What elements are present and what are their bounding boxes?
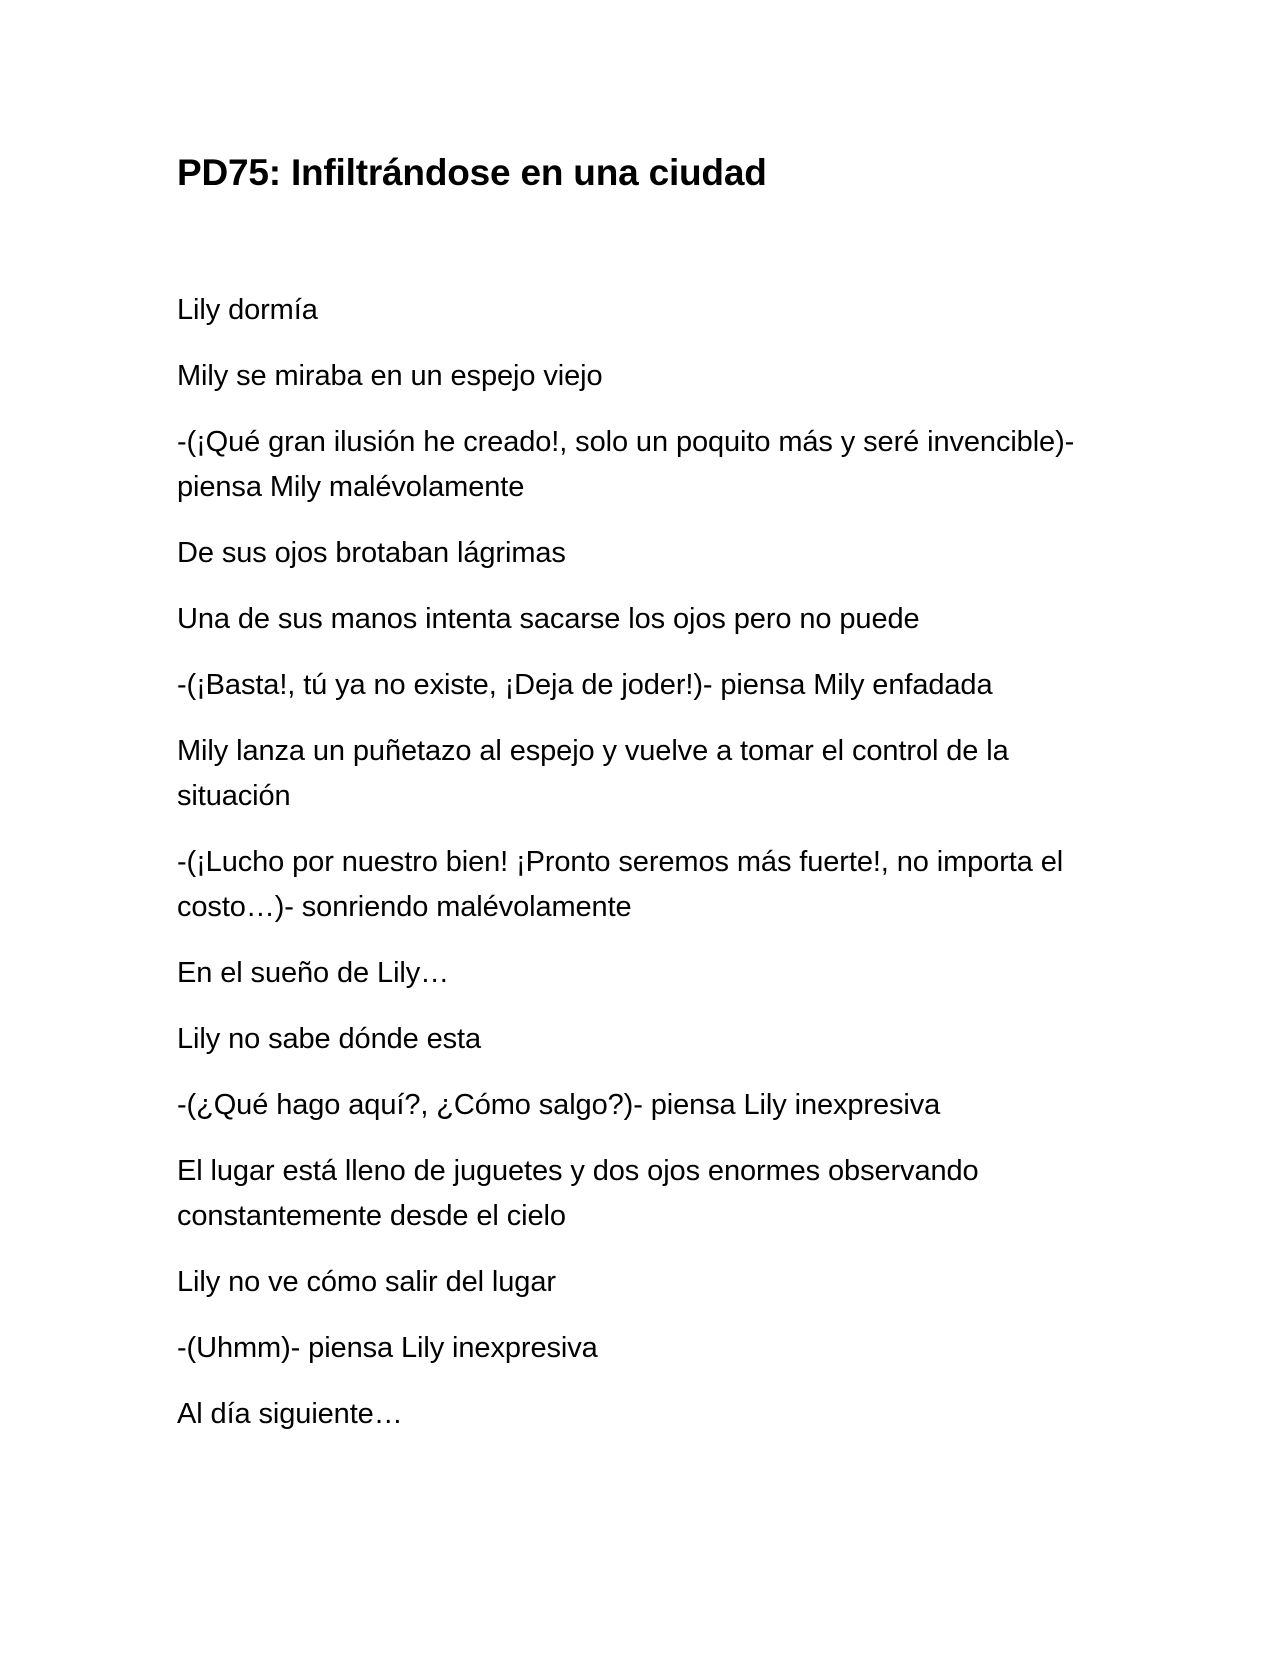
paragraph: Lily no ve cómo salir del lugar bbox=[177, 1266, 556, 1298]
paragraph: Una de sus manos intenta sacarse los ojos pero no puede bbox=[177, 603, 920, 635]
paragraph: -(¡Basta!, tú ya no existe, ¡Deja de joder!)- piensa Mily enfadada bbox=[177, 669, 993, 701]
document-body bbox=[177, 288, 1087, 1458]
paragraph: En el sueño de Lily… bbox=[177, 957, 450, 989]
paragraph: Al día siguiente… bbox=[177, 1398, 403, 1430]
paragraph: -(¿Qué hago aquí?, ¿Cómo salgo?)- piensa Lily inexpresiva bbox=[177, 1089, 941, 1121]
paragraph: -(Uhmm)- piensa Lily inexpresiva bbox=[177, 1332, 598, 1364]
paragraph: El lugar está lleno de juguetes y dos ojos enormes observando constantemente desde el cielo bbox=[177, 1155, 979, 1232]
paragraph: Mily lanza un puñetazo al espejo y vuelve a tomar el control de la situación bbox=[177, 735, 1009, 812]
paragraph: Lily dormía bbox=[177, 294, 318, 326]
page-title: PD75: Infiltrándose en una ciudad bbox=[177, 152, 767, 193]
paragraph: Mily se miraba en un espejo viejo bbox=[177, 360, 603, 392]
paragraph: -(¡Lucho por nuestro bien! ¡Pronto seremos más fuerte!, no importa el costo…)- sonriendo malévolamente bbox=[177, 846, 1064, 923]
paragraph: Lily no sabe dónde esta bbox=[177, 1023, 482, 1055]
paragraph: -(¡Qué gran ilusión he creado!, solo un poquito más y seré invencible)- piensa Mily malévolamente bbox=[177, 426, 1075, 503]
paragraph: De sus ojos brotaban lágrimas bbox=[177, 537, 566, 569]
